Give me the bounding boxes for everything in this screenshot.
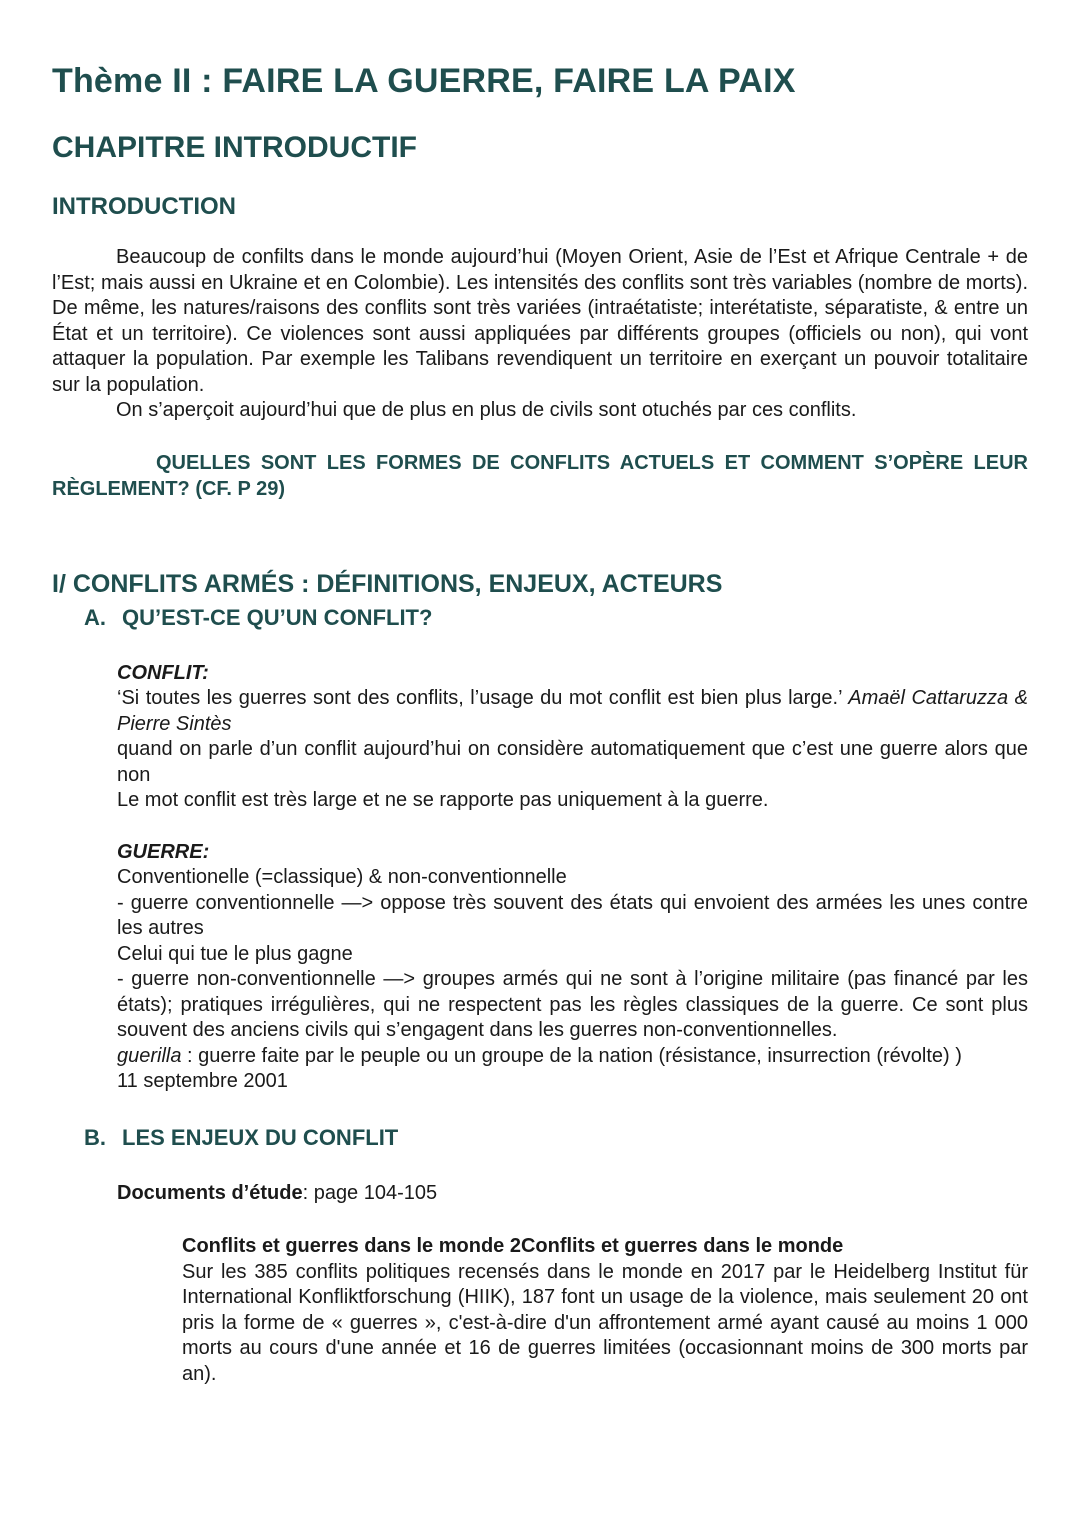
excerpt-heading: Conflits et guerres dans le monde 2Conflits et guerres dans le monde (182, 1235, 844, 1257)
conflit-quote-line (117, 686, 1028, 737)
document-page (52, 62, 1028, 1387)
part-1-heading: I/ CONFLITS ARMÉS : DÉFINITIONS, ENJEUX, ACTEURS (52, 569, 723, 598)
introduction-heading: INTRODUCTION (52, 193, 236, 220)
guerre-line-5: 11 septembre 2001 (117, 1070, 288, 1092)
subsection-a-heading (84, 605, 1028, 631)
documents-reference (117, 1181, 1028, 1207)
subsection-a-letter: A. (84, 604, 106, 630)
documents-value: : page 104-105 (302, 1181, 438, 1204)
document-excerpt (182, 1234, 1028, 1387)
documents-label: Documents d’étude (117, 1181, 303, 1204)
intro-paragraph-1: Beaucoup de confilts dans le monde aujourd’hui (Moyen Orient, Asie de l’Est et Afrique Centrale + de l’Est; mais aussi en Ukraine et en Colombie). Les intensités des conflits sont très variables (nombre de morts). De même, les natures/raisons des conflits sont très variées (intraétatiste; interétatiste, séparatiste, & entre un État et un territoire). Ce violences sont aussi appliquées par différents groupes (officiels ou non), qui vont attaquer la population. Par exemple les Talibans revendiquent un territoire en exerçant un pouvoir totalitaire sur la population. (52, 246, 1028, 396)
conflit-definition (117, 661, 1028, 814)
subsection-a-label: QU’EST-CE QU’UN CONFLIT? (122, 604, 433, 630)
problem-question: QUELLES SONT LES FORMES DE CONFLITS ACTUELS ET COMMENT S’OPÈRE LEUR RÈGLEMENT? (CF. P 29) (52, 451, 1028, 500)
conflit-quote-author: Amaël Cattaruzza & Pierre Sintès (117, 687, 1028, 735)
guerilla-term: guerilla (117, 1044, 182, 1067)
guerilla-text: : guerre faite par le peuple ou un groupe de la nation (résistance, insurrection (révolte) ) (181, 1044, 962, 1067)
conflit-quote: ‘Si toutes les guerres sont des conflits, l’usage du mot conflit est bien plus large.’ (117, 687, 849, 709)
conflit-line-1: quand on parle d’un conflit aujourd’hui on considère automatiquement que c’est une guerre alors que non (117, 738, 1028, 786)
guerilla-definition (117, 1044, 1028, 1070)
guerre-definition (117, 840, 1028, 1095)
guerre-line-2: - guerre conventionnelle —> oppose très souvent des états qui envoient des armées les unes contre les autres (117, 891, 1028, 939)
intro-paragraph-2: On s’aperçoit aujourd’hui que de plus en plus de civils sont otuchés par ces conflits. (116, 399, 857, 421)
documents-line (117, 1181, 1028, 1207)
subsection-b-heading (84, 1125, 1028, 1151)
chapter-title: CHAPITRE INTRODUCTIF (52, 131, 417, 164)
excerpt-text: Sur les 385 conflits politiques recensés dans le monde en 2017 par le Heidelberg Institut für International Konfliktforschung (HIIK), 187 font un usage de la violence, mais seulement 20 ont pris la forme de « guerres », c'est-à-dire d'un affrontement armé ayant causé au moins 1 000 morts au cours d'une année et 16 de guerres limitées (occasionnant moins de 300 morts par an). (182, 1260, 1028, 1385)
document-title: Thème II : FAIRE LA GUERRE, FAIRE LA PAIX (52, 62, 796, 100)
guerre-term: GUERRE: (117, 840, 210, 863)
conflit-term: CONFLIT: (117, 661, 209, 684)
guerre-line-1: Conventionelle (=classique) & non-conventionnelle (117, 866, 567, 888)
guerre-line-3: Celui qui tue le plus gagne (117, 942, 353, 965)
subsection-b-letter: B. (84, 1124, 106, 1150)
subsection-b-label: LES ENJEUX DU CONFLIT (122, 1124, 399, 1150)
conflit-line-2: Le mot conflit est très large et ne se rapporte pas uniquement à la guerre. (117, 789, 769, 811)
guerre-line-4: - guerre non-conventionnelle —> groupes armés qui ne sont à l’origine militaire (pas financé par les états); pratiques irrégulières, qui ne respectent pas les règles classiques de la guerre. Ce sont plus souvent des anciens civils qui s’engagent dans les guerres non-conventionnelles. (117, 968, 1028, 1041)
